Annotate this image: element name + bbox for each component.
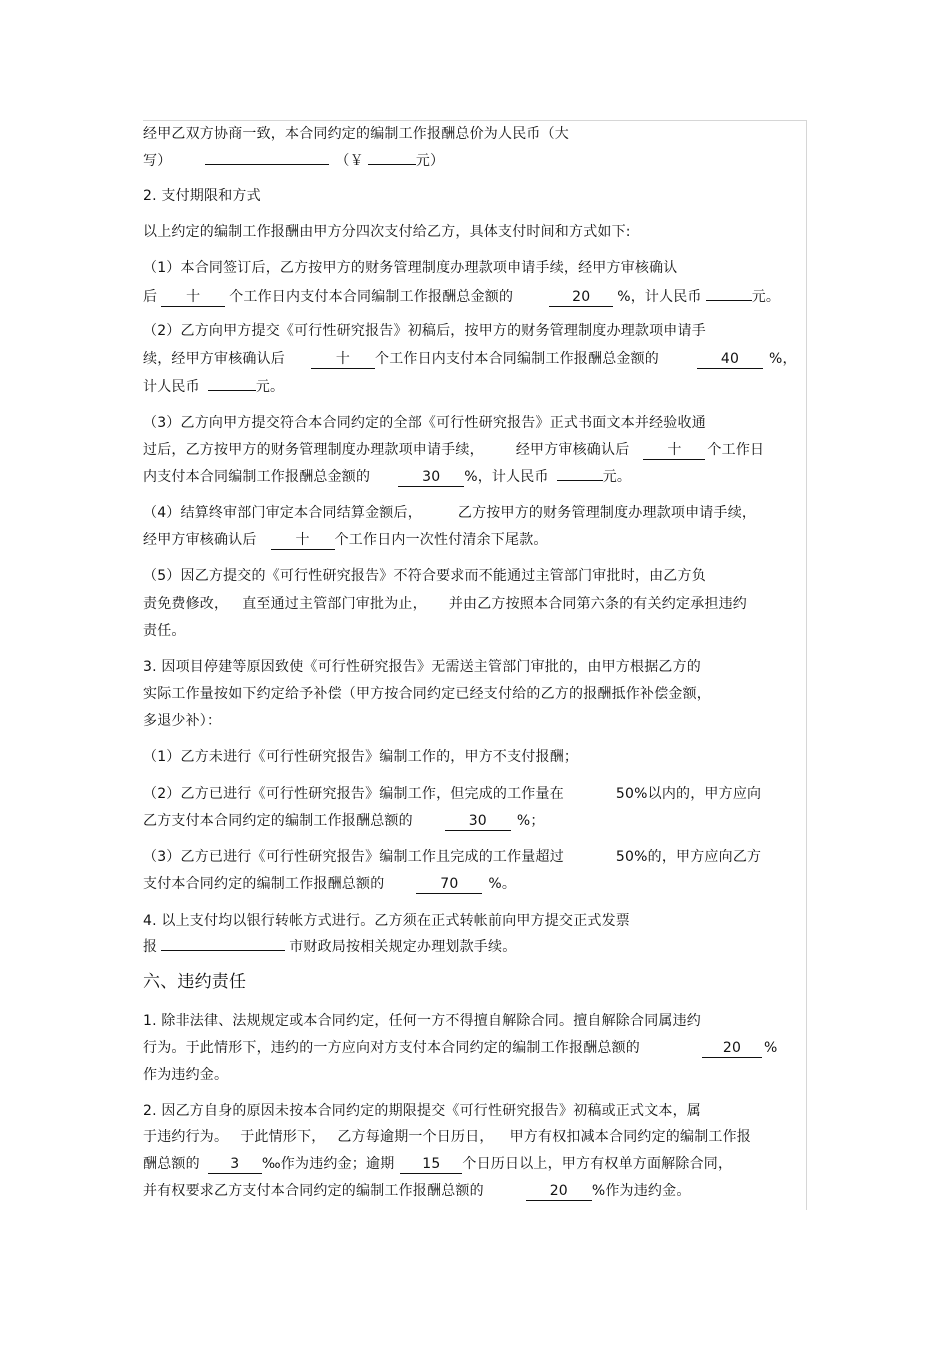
text-line: 支付本合同约定的编制工作报酬总额的 70 %。 (143, 876, 517, 892)
text-line: 经甲方审核确认后 十 个工作日内一次性付清余下尾款。 (143, 532, 548, 548)
text-line: 内支付本合同编制工作报酬总金额的 30 %，计人民币 元。 (143, 469, 632, 485)
text-line: 4. 以上支付均以银行转帐方式进行。乙方须在正式转帐前向甲方提交正式发票 (143, 913, 631, 929)
text-line: （3）乙方向甲方提交符合本合同约定的全部《可行性研究报告》正式书面文本并经验收通 (143, 415, 706, 431)
text-line: （2）乙方已进行《可行性研究报告》编制工作，但完成的工作量在 50%以内的，甲方应向 (143, 786, 762, 802)
text-line: 续，经甲方审核确认后 十 个工作日内支付本合同编制工作报酬总金额的 40 %， (143, 351, 797, 367)
text-line: 实际工作量按如下约定给予补偿（甲方按合同约定已经支付给的乙方的报酬抵作补偿金额， (143, 686, 711, 702)
text-line: 1. 除非法律、法规规定或本合同约定，任何一方不得擅自解除合同。擅自解除合同属违约 (143, 1013, 702, 1029)
text-line: 责免费修改， 直至通过主管部门审批为止， 并由乙方按照本合同第六条的有关约定承担违约 (143, 596, 748, 612)
text-line: 计人民币 元。 (143, 379, 285, 395)
fill-percent: 30 (398, 469, 464, 487)
text-line: 3. 因项目停建等原因致使《可行性研究报告》无需送主管部门审批的，由甲方根据乙方的 (143, 659, 702, 675)
text-line: 报 市财政局按相关规定办理划款手续。 (143, 939, 517, 955)
fill-permille: 3 (208, 1156, 262, 1174)
blank-field (368, 164, 416, 165)
text-line: （5）因乙方提交的《可行性研究报告》不符合要求而不能通过主管部门审批时，由乙方负 (143, 568, 706, 584)
text-line: 以上约定的编制工作报酬由甲方分四次支付给乙方，具体支付时间和方式如下: (143, 224, 631, 240)
text-line: 多退少补）： (143, 713, 222, 729)
fill-percent: 40 (697, 351, 763, 369)
text-line: 过后，乙方按甲方的财务管理制度办理款项申请手续， 经甲方审核确认后 十 个工作日 (143, 442, 765, 458)
fill-days: 十 (311, 351, 375, 369)
fill-percent: 30 (445, 813, 511, 831)
text-line: 责任。 (143, 623, 186, 639)
text-line: （1）本合同签订后，乙方按甲方的财务管理制度办理款项申请手续，经甲方审核确认 (143, 260, 678, 276)
text-line: 2. 因乙方自身的原因未按本合同约定的期限提交《可行性研究报告》初稿或正式文本，属 (143, 1103, 702, 1119)
fill-percent: 70 (416, 876, 482, 894)
text-line: （3）乙方已进行《可行性研究报告》编制工作且完成的工作量超过 50%的，甲方应向乙方 (143, 849, 762, 865)
blank-field (161, 950, 285, 951)
text-line: 写） （￥ 元） (143, 153, 445, 169)
fill-percent: 20 (549, 289, 613, 307)
text-line: （2）乙方向甲方提交《可行性研究报告》初稿后，按甲方的财务管理制度办理款项申请手 (143, 323, 706, 339)
frame-right-line (806, 120, 807, 1210)
frame-top-line (143, 120, 807, 121)
text-line: 作为违约金。 (143, 1067, 229, 1083)
fill-days: 十 (271, 532, 335, 550)
text-line: 酬总额的 3 ‰作为违约金；逾期 15 个日历日以上，甲方有权单方面解除合同， (143, 1156, 733, 1172)
blank-field (557, 480, 603, 481)
fill-days: 15 (400, 1156, 462, 1174)
section-heading-breach: 六、违约责任 (143, 972, 247, 992)
text-line: 乙方支付本合同约定的编制工作报酬总额的 30 %； (143, 813, 545, 829)
text-line: （4）结算终审部门审定本合同结算金额后， 乙方按甲方的财务管理制度办理款项申请手续， (143, 505, 757, 521)
blank-field (205, 164, 329, 165)
text-line: 并有权要求乙方支付本合同约定的编制工作报酬总额的 20 %作为违约金。 (143, 1183, 691, 1199)
fill-percent: 20 (526, 1183, 592, 1201)
fill-days: 十 (643, 442, 705, 460)
fill-percent: 20 (702, 1040, 762, 1058)
fill-days: 十 (161, 289, 225, 307)
section-heading: 2. 支付期限和方式 (143, 188, 261, 204)
text-line: 经甲乙双方协商一致，本合同约定的编制工作报酬总价为人民币（大 (143, 126, 569, 142)
text-line: 行为。于此情形下，违约的一方应向对方支付本合同约定的编制工作报酬总额的 20 % (143, 1040, 778, 1056)
text-line: （1）乙方未进行《可行性研究报告》编制工作的，甲方不支付报酬； (143, 749, 579, 765)
text-line: 于违约行为。 于此情形下， 乙方每逾期一个日历日， 甲方有权扣减本合同约定的编制工作报 (143, 1129, 752, 1145)
text-line: 后 十 个工作日内支付本合同编制工作报酬总金额的 20 %，计人民币 元。 (143, 289, 781, 305)
blank-field (706, 300, 752, 301)
blank-field (208, 390, 256, 391)
